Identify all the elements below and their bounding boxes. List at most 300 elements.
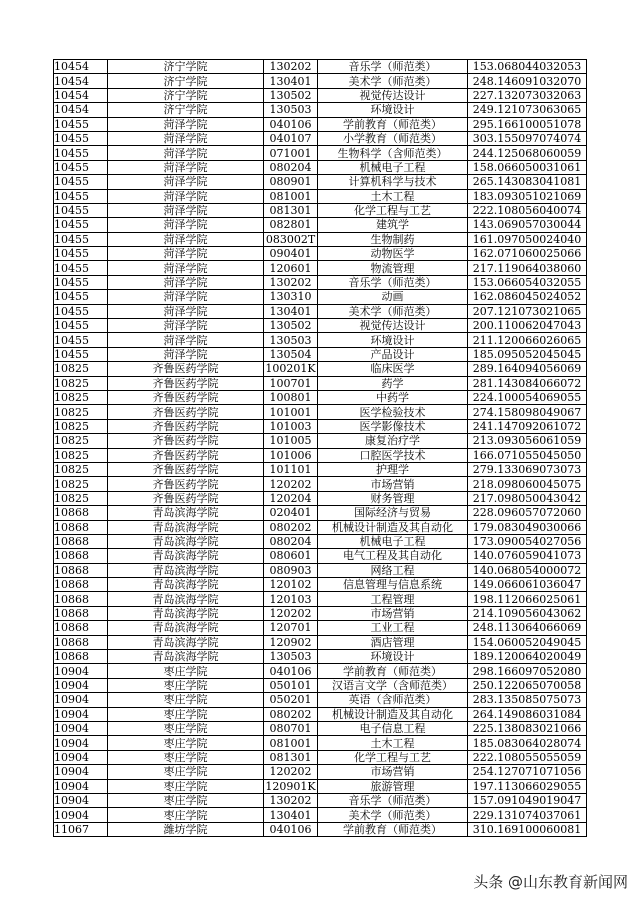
major-code-cell: 120204 — [264, 491, 318, 505]
school-name-cell: 齐鲁医药学院 — [108, 462, 264, 476]
major-code-cell: 120601 — [264, 261, 318, 275]
major-name-cell: 机械电子工程 — [318, 160, 468, 174]
school-code-cell: 10868 — [54, 621, 108, 635]
score-cell: 249.121073063065 — [468, 103, 587, 117]
score-cell: 228.096057072060 — [468, 506, 587, 520]
school-code-cell: 10455 — [54, 232, 108, 246]
school-name-cell: 枣庄学院 — [108, 664, 264, 678]
school-code-cell: 10825 — [54, 390, 108, 404]
school-code-cell: 10455 — [54, 117, 108, 131]
table-row — [54, 218, 587, 232]
table-row — [54, 232, 587, 246]
school-name-cell: 青岛滨海学院 — [108, 621, 264, 635]
major-name-cell: 动画 — [318, 290, 468, 304]
major-name-cell: 市场营销 — [318, 765, 468, 779]
score-cell: 254.127071071056 — [468, 765, 587, 779]
school-name-cell: 菏泽学院 — [108, 203, 264, 217]
table-row — [54, 333, 587, 347]
school-code-cell: 11067 — [54, 822, 108, 836]
school-code-cell: 10825 — [54, 448, 108, 462]
table-row — [54, 434, 587, 448]
school-code-cell: 10455 — [54, 275, 108, 289]
major-name-cell: 动物医学 — [318, 247, 468, 261]
table-row — [54, 822, 587, 836]
school-name-cell: 潍坊学院 — [108, 822, 264, 836]
school-code-cell: 10904 — [54, 707, 108, 721]
major-code-cell: 101005 — [264, 434, 318, 448]
score-cell: 183.093051021069 — [468, 189, 587, 203]
table-row — [54, 275, 587, 289]
major-code-cell: 080204 — [264, 534, 318, 548]
table-row — [54, 592, 587, 606]
score-cell: 140.076059041073 — [468, 549, 587, 563]
major-name-cell: 口腔医学技术 — [318, 448, 468, 462]
school-code-cell: 10868 — [54, 606, 108, 620]
table-row — [54, 88, 587, 102]
major-code-cell: 040106 — [264, 664, 318, 678]
score-cell: 173.090054027056 — [468, 534, 587, 548]
table-row — [54, 563, 587, 577]
major-code-cell: 130401 — [264, 74, 318, 88]
major-name-cell: 音乐学（师范类） — [318, 793, 468, 807]
major-name-cell: 汉语言文学（含师范类） — [318, 678, 468, 692]
school-name-cell: 青岛滨海学院 — [108, 650, 264, 664]
table-row — [54, 405, 587, 419]
major-name-cell: 酒店管理 — [318, 635, 468, 649]
score-cell: 229.131074037061 — [468, 808, 587, 822]
school-name-cell: 菏泽学院 — [108, 347, 264, 361]
score-cell: 281.143084066072 — [468, 376, 587, 390]
major-code-cell: 081001 — [264, 189, 318, 203]
major-code-cell: 080601 — [264, 549, 318, 563]
major-code-cell: 120103 — [264, 592, 318, 606]
major-name-cell: 土木工程 — [318, 189, 468, 203]
major-name-cell: 学前教育（师范类） — [318, 117, 468, 131]
table-row — [54, 664, 587, 678]
major-name-cell: 信息管理与信息系统 — [318, 578, 468, 592]
school-name-cell: 齐鲁医药学院 — [108, 434, 264, 448]
school-code-cell: 10455 — [54, 218, 108, 232]
major-code-cell: 100701 — [264, 376, 318, 390]
school-name-cell: 青岛滨海学院 — [108, 635, 264, 649]
score-cell: 140.068054000072 — [468, 563, 587, 577]
table-row — [54, 347, 587, 361]
school-name-cell: 菏泽学院 — [108, 146, 264, 160]
major-code-cell: 080202 — [264, 707, 318, 721]
school-code-cell: 10455 — [54, 131, 108, 145]
table-row — [54, 448, 587, 462]
major-name-cell: 音乐学（师范类） — [318, 275, 468, 289]
major-code-cell: 120202 — [264, 765, 318, 779]
school-code-cell: 10868 — [54, 506, 108, 520]
score-cell: 211.120066026065 — [468, 333, 587, 347]
table-row — [54, 707, 587, 721]
school-code-cell: 10904 — [54, 765, 108, 779]
major-code-cell: 130401 — [264, 304, 318, 318]
table-row — [54, 304, 587, 318]
school-name-cell: 菏泽学院 — [108, 189, 264, 203]
table-row — [54, 750, 587, 764]
score-cell: 241.147092061072 — [468, 419, 587, 433]
table-row — [54, 650, 587, 664]
table-row — [54, 247, 587, 261]
table-body — [54, 60, 587, 837]
score-cell: 200.110062047043 — [468, 319, 587, 333]
table-row — [54, 390, 587, 404]
major-code-cell: 020401 — [264, 506, 318, 520]
major-code-cell: 100801 — [264, 390, 318, 404]
major-code-cell: 120102 — [264, 578, 318, 592]
major-code-cell: 050101 — [264, 678, 318, 692]
school-code-cell: 10868 — [54, 592, 108, 606]
school-code-cell: 10455 — [54, 160, 108, 174]
table-row — [54, 678, 587, 692]
major-name-cell: 机械设计制造及其自动化 — [318, 520, 468, 534]
school-code-cell: 10455 — [54, 203, 108, 217]
major-code-cell: 130502 — [264, 88, 318, 102]
school-name-cell: 青岛滨海学院 — [108, 606, 264, 620]
school-code-cell: 10825 — [54, 376, 108, 390]
major-code-cell: 040107 — [264, 131, 318, 145]
school-code-cell: 10455 — [54, 247, 108, 261]
major-code-cell: 050201 — [264, 693, 318, 707]
school-name-cell: 菏泽学院 — [108, 319, 264, 333]
school-name-cell: 齐鲁医药学院 — [108, 362, 264, 376]
major-name-cell: 工程管理 — [318, 592, 468, 606]
table-row — [54, 693, 587, 707]
major-name-cell: 康复治疗学 — [318, 434, 468, 448]
major-code-cell: 080204 — [264, 160, 318, 174]
school-code-cell: 10455 — [54, 175, 108, 189]
score-cell: 295.166100051078 — [468, 117, 587, 131]
major-name-cell: 生物科学（含师范类） — [318, 146, 468, 160]
major-name-cell: 英语（含师范类） — [318, 693, 468, 707]
score-cell: 248.113064066069 — [468, 621, 587, 635]
score-cell: 248.146091032070 — [468, 74, 587, 88]
major-name-cell: 中药学 — [318, 390, 468, 404]
major-code-cell: 040106 — [264, 822, 318, 836]
school-name-cell: 枣庄学院 — [108, 793, 264, 807]
major-code-cell: 130202 — [264, 275, 318, 289]
school-code-cell: 10904 — [54, 808, 108, 822]
major-name-cell: 电子信息工程 — [318, 721, 468, 735]
score-cell: 222.108055055059 — [468, 750, 587, 764]
major-code-cell: 101001 — [264, 405, 318, 419]
major-code-cell: 080901 — [264, 175, 318, 189]
major-code-cell: 130503 — [264, 650, 318, 664]
table-row — [54, 290, 587, 304]
table-row — [54, 319, 587, 333]
score-cell: 189.120064020049 — [468, 650, 587, 664]
school-code-cell: 10455 — [54, 319, 108, 333]
major-name-cell: 美术学（师范类） — [318, 808, 468, 822]
major-name-cell: 财务管理 — [318, 491, 468, 505]
score-cell: 217.119064038060 — [468, 261, 587, 275]
major-code-cell: 081001 — [264, 736, 318, 750]
score-cell: 244.125068060059 — [468, 146, 587, 160]
school-code-cell: 10454 — [54, 60, 108, 74]
major-name-cell: 学前教育（师范类） — [318, 822, 468, 836]
school-code-cell: 10868 — [54, 578, 108, 592]
school-code-cell: 10868 — [54, 650, 108, 664]
major-code-cell: 080701 — [264, 721, 318, 735]
score-cell: 198.112066025061 — [468, 592, 587, 606]
school-name-cell: 枣庄学院 — [108, 707, 264, 721]
table-row — [54, 808, 587, 822]
score-cell: 279.133069073073 — [468, 462, 587, 476]
score-cell: 197.113066029055 — [468, 779, 587, 793]
score-cell: 289.164094056069 — [468, 362, 587, 376]
school-name-cell: 枣庄学院 — [108, 721, 264, 735]
score-cell: 162.086045024052 — [468, 290, 587, 304]
major-code-cell: 120902 — [264, 635, 318, 649]
table-row — [54, 203, 587, 217]
score-cell: 153.066054032055 — [468, 275, 587, 289]
major-name-cell: 视觉传达设计 — [318, 319, 468, 333]
school-code-cell: 10825 — [54, 491, 108, 505]
school-code-cell: 10904 — [54, 736, 108, 750]
major-name-cell: 小学教育（师范类） — [318, 131, 468, 145]
major-name-cell: 机械设计制造及其自动化 — [318, 707, 468, 721]
table-row — [54, 520, 587, 534]
school-name-cell: 枣庄学院 — [108, 779, 264, 793]
major-code-cell: 040106 — [264, 117, 318, 131]
table-row — [54, 491, 587, 505]
table-row — [54, 146, 587, 160]
score-cell: 274.158098049067 — [468, 405, 587, 419]
major-code-cell: 083002T — [264, 232, 318, 246]
school-name-cell: 青岛滨海学院 — [108, 563, 264, 577]
major-code-cell: 130202 — [264, 793, 318, 807]
score-cell: 222.108056040074 — [468, 203, 587, 217]
major-code-cell: 080903 — [264, 563, 318, 577]
school-name-cell: 齐鲁医药学院 — [108, 477, 264, 491]
school-name-cell: 齐鲁医药学院 — [108, 376, 264, 390]
school-code-cell: 10868 — [54, 549, 108, 563]
table-row — [54, 779, 587, 793]
major-name-cell: 环境设计 — [318, 333, 468, 347]
major-name-cell: 音乐学（师范类） — [318, 60, 468, 74]
school-name-cell: 济宁学院 — [108, 88, 264, 102]
score-cell: 250.122065070058 — [468, 678, 587, 692]
school-name-cell: 青岛滨海学院 — [108, 520, 264, 534]
table-row — [54, 462, 587, 476]
major-code-cell: 082801 — [264, 218, 318, 232]
major-code-cell: 101003 — [264, 419, 318, 433]
major-name-cell: 网络工程 — [318, 563, 468, 577]
table-row — [54, 362, 587, 376]
school-code-cell: 10868 — [54, 635, 108, 649]
major-code-cell: 071001 — [264, 146, 318, 160]
table-row — [54, 506, 587, 520]
major-code-cell: 120202 — [264, 606, 318, 620]
score-cell: 227.132073032063 — [468, 88, 587, 102]
table-row — [54, 131, 587, 145]
school-name-cell: 枣庄学院 — [108, 736, 264, 750]
school-code-cell: 10904 — [54, 693, 108, 707]
school-name-cell: 菏泽学院 — [108, 232, 264, 246]
score-cell: 166.071055045050 — [468, 448, 587, 462]
school-code-cell: 10455 — [54, 146, 108, 160]
major-name-cell: 美术学（师范类） — [318, 74, 468, 88]
school-code-cell: 10904 — [54, 678, 108, 692]
school-name-cell: 济宁学院 — [108, 103, 264, 117]
table-row — [54, 793, 587, 807]
major-code-cell: 101101 — [264, 462, 318, 476]
school-name-cell: 齐鲁医药学院 — [108, 491, 264, 505]
score-cell: 153.068044032053 — [468, 60, 587, 74]
school-name-cell: 菏泽学院 — [108, 175, 264, 189]
major-name-cell: 药学 — [318, 376, 468, 390]
school-name-cell: 济宁学院 — [108, 74, 264, 88]
table-row — [54, 621, 587, 635]
major-name-cell: 工业工程 — [318, 621, 468, 635]
major-name-cell: 旅游管理 — [318, 779, 468, 793]
score-cell: 214.109056043062 — [468, 606, 587, 620]
major-name-cell: 学前教育（师范类） — [318, 664, 468, 678]
table-row — [54, 261, 587, 275]
school-code-cell: 10904 — [54, 793, 108, 807]
score-cell: 185.083064028074 — [468, 736, 587, 750]
score-cell: 265.143083041081 — [468, 175, 587, 189]
school-code-cell: 10454 — [54, 88, 108, 102]
school-code-cell: 10825 — [54, 362, 108, 376]
school-name-cell: 青岛滨海学院 — [108, 534, 264, 548]
school-name-cell: 菏泽学院 — [108, 290, 264, 304]
table-row — [54, 103, 587, 117]
major-name-cell: 计算机科学与技术 — [318, 175, 468, 189]
major-name-cell: 土木工程 — [318, 736, 468, 750]
major-code-cell: 120701 — [264, 621, 318, 635]
admission-score-table — [53, 59, 587, 837]
score-cell: 283.135085075073 — [468, 693, 587, 707]
major-name-cell: 美术学（师范类） — [318, 304, 468, 318]
score-cell: 224.100054069055 — [468, 390, 587, 404]
major-code-cell: 090401 — [264, 247, 318, 261]
major-name-cell: 电气工程及其自动化 — [318, 549, 468, 563]
score-cell: 179.083049030066 — [468, 520, 587, 534]
school-name-cell: 菏泽学院 — [108, 218, 264, 232]
school-name-cell: 青岛滨海学院 — [108, 578, 264, 592]
table-row — [54, 578, 587, 592]
school-name-cell: 菏泽学院 — [108, 275, 264, 289]
major-name-cell: 物流管理 — [318, 261, 468, 275]
major-name-cell: 生物制药 — [318, 232, 468, 246]
major-name-cell: 医学检验技术 — [318, 405, 468, 419]
score-cell: 298.166097052080 — [468, 664, 587, 678]
major-code-cell: 130502 — [264, 319, 318, 333]
score-cell: 157.091049019047 — [468, 793, 587, 807]
school-name-cell: 齐鲁医药学院 — [108, 419, 264, 433]
table-row — [54, 549, 587, 563]
major-name-cell: 国际经济与贸易 — [318, 506, 468, 520]
school-code-cell: 10454 — [54, 103, 108, 117]
major-code-cell: 120901K — [265, 779, 316, 793]
major-code-cell: 101006 — [264, 448, 318, 462]
table-row — [54, 376, 587, 390]
table-row — [54, 60, 587, 74]
table-row — [54, 534, 587, 548]
score-cell: 217.098050043042 — [468, 491, 587, 505]
score-cell: 303.155097074074 — [468, 131, 587, 145]
major-code-cell: 130310 — [264, 290, 318, 304]
major-code-cell: 130503 — [264, 333, 318, 347]
table-row — [54, 419, 587, 433]
school-name-cell: 菏泽学院 — [108, 117, 264, 131]
school-code-cell: 10868 — [54, 520, 108, 534]
table-row — [54, 606, 587, 620]
major-name-cell: 视觉传达设计 — [318, 88, 468, 102]
major-name-cell: 建筑学 — [318, 218, 468, 232]
major-name-cell: 环境设计 — [318, 103, 468, 117]
school-name-cell: 青岛滨海学院 — [108, 592, 264, 606]
school-code-cell: 10868 — [54, 563, 108, 577]
major-name-cell: 市场营销 — [318, 606, 468, 620]
score-cell: 185.095052045045 — [468, 347, 587, 361]
score-cell: 225.138083021066 — [468, 721, 587, 735]
score-cell: 143.069057030044 — [468, 218, 587, 232]
school-name-cell: 菏泽学院 — [108, 247, 264, 261]
school-name-cell: 枣庄学院 — [108, 765, 264, 779]
school-code-cell: 10868 — [54, 534, 108, 548]
table-row — [54, 721, 587, 735]
score-cell: 213.093056061059 — [468, 434, 587, 448]
score-cell: 154.060052049045 — [468, 635, 587, 649]
school-code-cell: 10904 — [54, 721, 108, 735]
major-name-cell: 护理学 — [318, 462, 468, 476]
major-name-cell: 环境设计 — [318, 650, 468, 664]
school-code-cell: 10904 — [54, 664, 108, 678]
score-cell: 158.066050031061 — [468, 160, 587, 174]
table-row — [54, 117, 587, 131]
school-name-cell: 枣庄学院 — [108, 750, 264, 764]
major-code-cell: 081301 — [264, 750, 318, 764]
school-code-cell: 10455 — [54, 333, 108, 347]
major-code-cell: 080202 — [264, 520, 318, 534]
table-row — [54, 765, 587, 779]
school-name-cell: 菏泽学院 — [108, 261, 264, 275]
school-code-cell: 10455 — [54, 347, 108, 361]
major-name-cell: 产品设计 — [318, 347, 468, 361]
school-code-cell: 10455 — [54, 189, 108, 203]
school-name-cell: 菏泽学院 — [108, 131, 264, 145]
school-name-cell: 菏泽学院 — [108, 333, 264, 347]
school-code-cell: 10455 — [54, 261, 108, 275]
school-name-cell: 菏泽学院 — [108, 160, 264, 174]
score-cell: 161.097050024040 — [468, 232, 587, 246]
major-name-cell: 市场营销 — [318, 477, 468, 491]
score-cell: 264.149086031084 — [468, 707, 587, 721]
major-code-cell: 130503 — [264, 103, 318, 117]
major-code-cell: 120202 — [264, 477, 318, 491]
score-cell: 149.066061036047 — [468, 578, 587, 592]
school-name-cell: 枣庄学院 — [108, 693, 264, 707]
school-name-cell: 青岛滨海学院 — [108, 549, 264, 563]
major-name-cell: 化学工程与工艺 — [318, 203, 468, 217]
table-row — [54, 189, 587, 203]
score-cell: 310.169100060081 — [468, 822, 587, 836]
score-cell: 207.121073021065 — [468, 304, 587, 318]
school-code-cell: 10904 — [54, 750, 108, 764]
table-row — [54, 175, 587, 189]
table-row — [54, 477, 587, 491]
school-name-cell: 济宁学院 — [108, 60, 264, 74]
school-code-cell: 10825 — [54, 477, 108, 491]
school-name-cell: 菏泽学院 — [108, 304, 264, 318]
school-name-cell: 枣庄学院 — [108, 808, 264, 822]
school-name-cell: 齐鲁医药学院 — [108, 390, 264, 404]
school-name-cell: 青岛滨海学院 — [108, 506, 264, 520]
